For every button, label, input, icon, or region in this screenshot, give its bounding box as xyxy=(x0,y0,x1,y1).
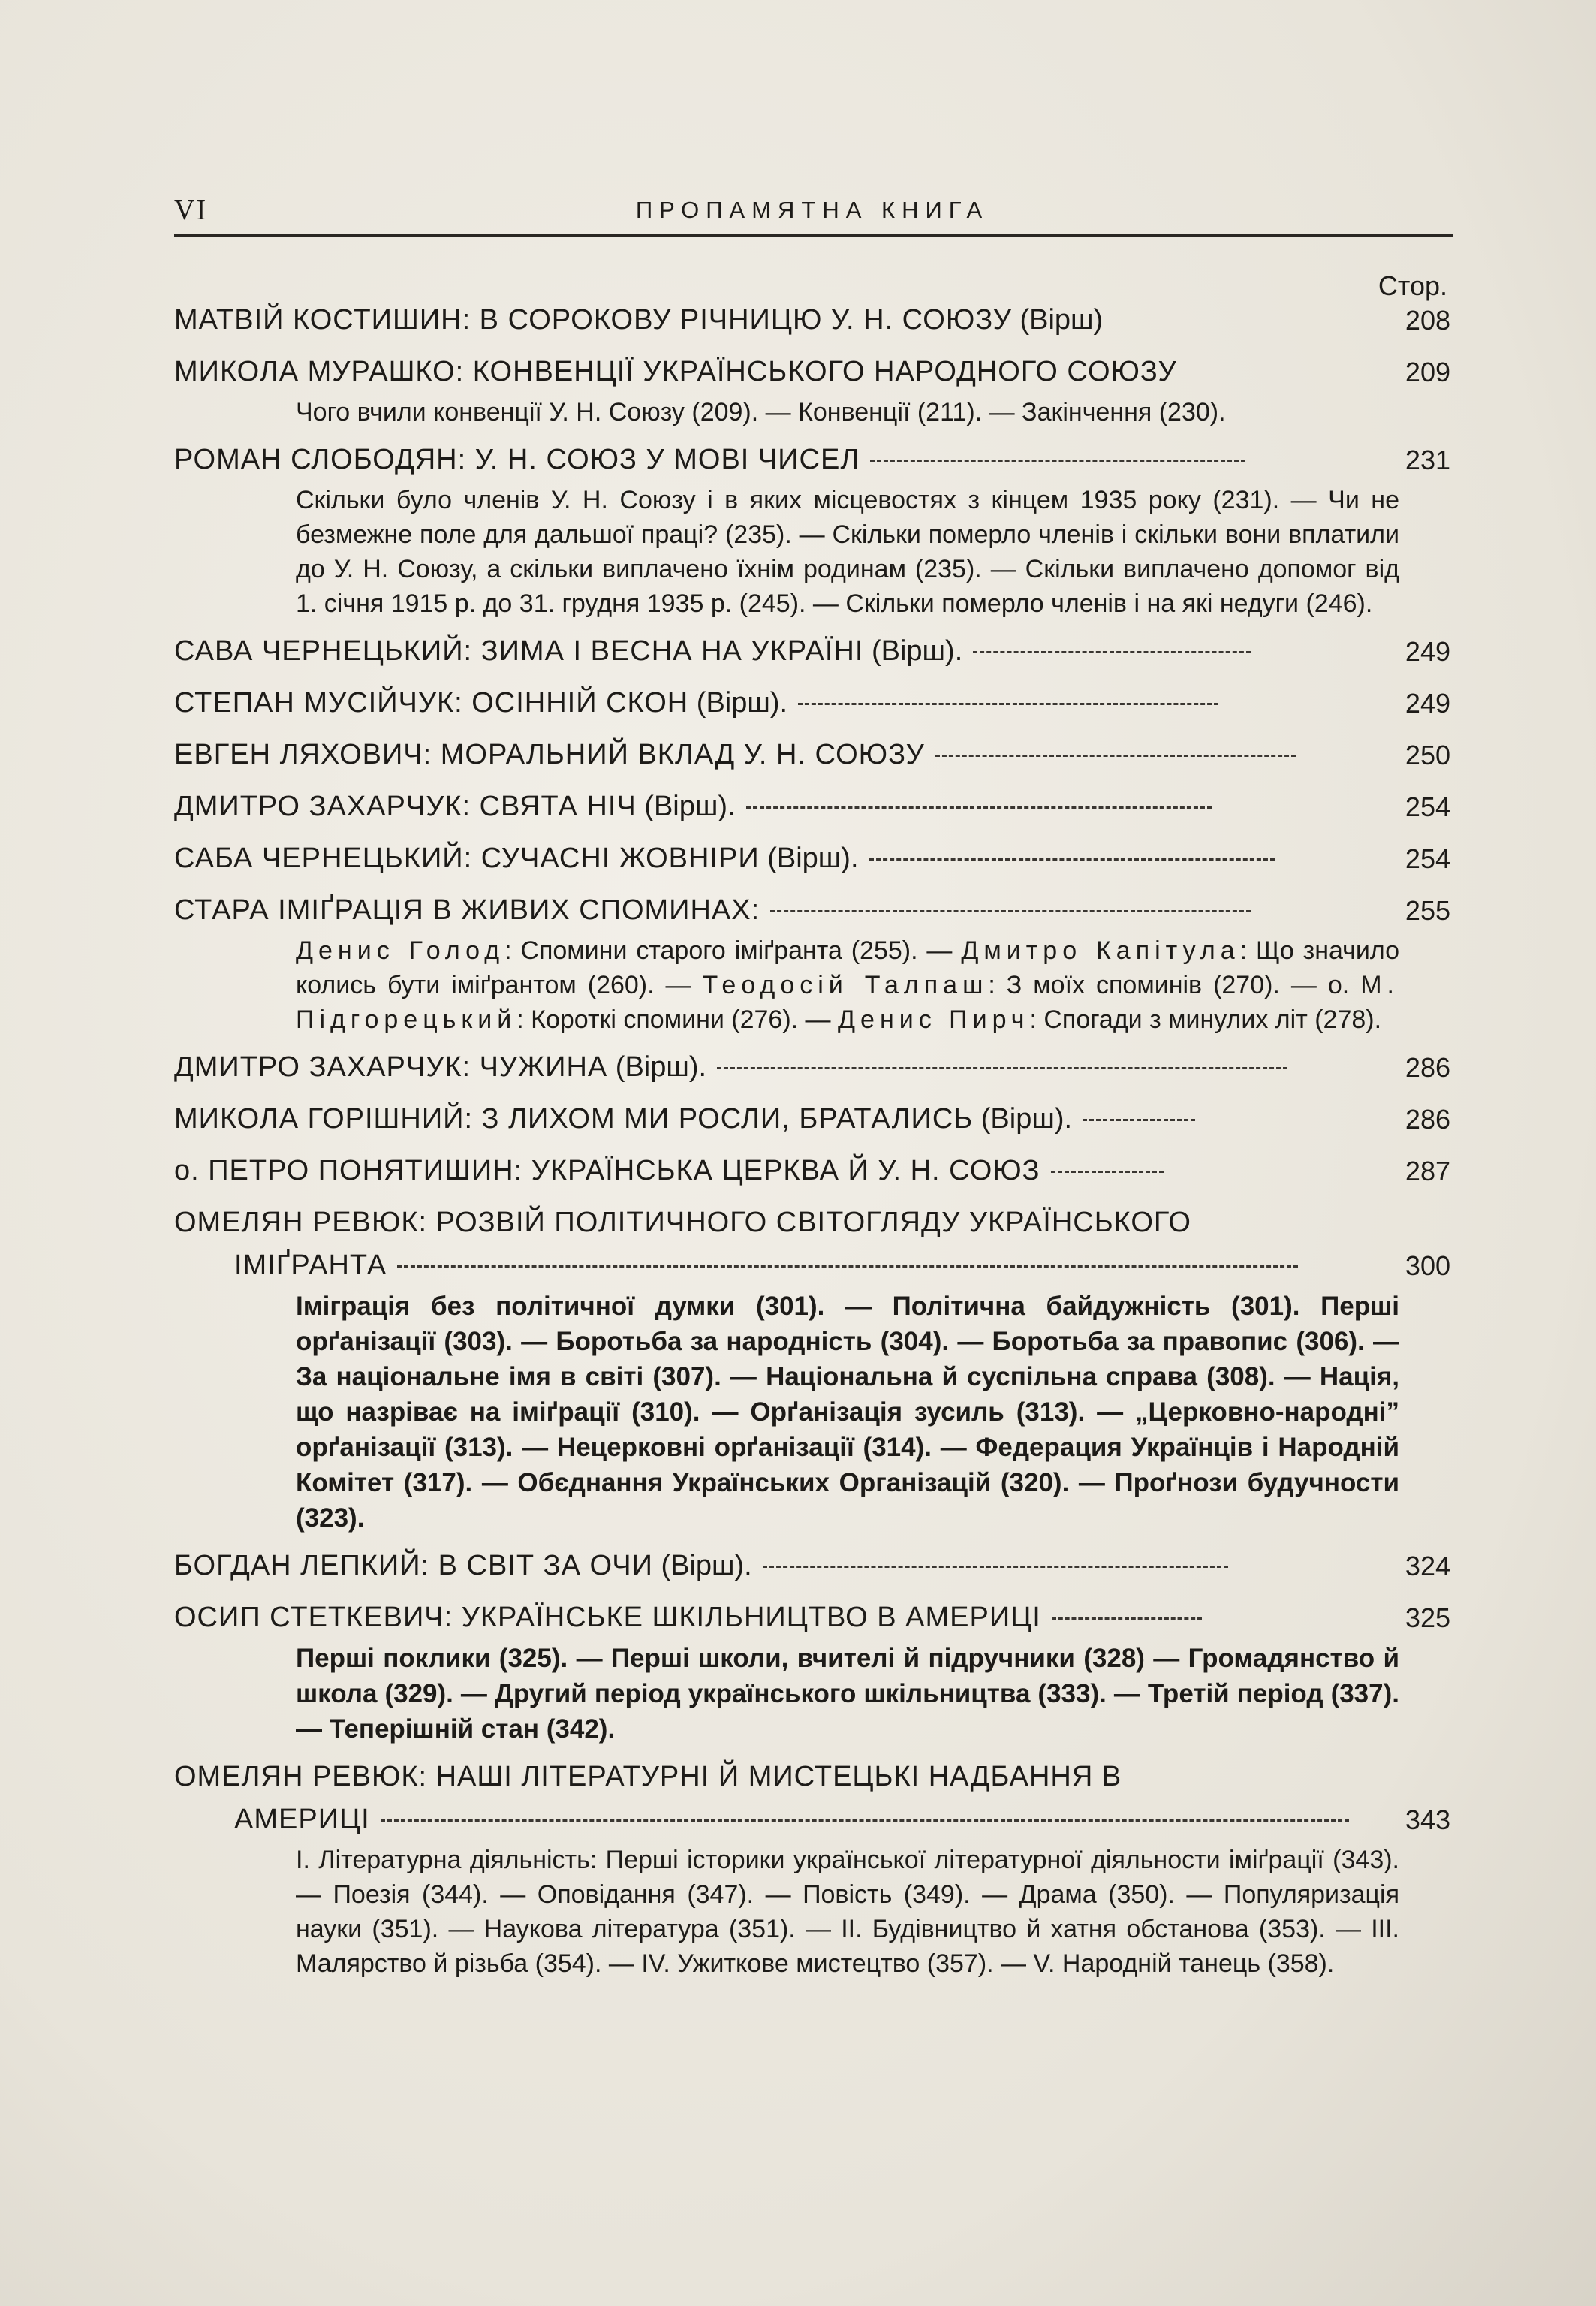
toc-entry-title: ОМЕЛЯН РЕВЮК: РОЗВІЙ ПОЛІТИЧНОГО СВІТОГЛЯДУ УКРАЇНСЬКОГО xyxy=(174,1207,1191,1238)
author-name: М. Підгорецький xyxy=(296,971,1399,1034)
toc-entry-title: ДМИТРО ЗАХАРЧУК: ЧУЖИНА xyxy=(174,1051,608,1083)
toc-entry-description xyxy=(296,933,1399,1037)
toc-entry-title-line xyxy=(174,1244,1450,1287)
toc-entry-title-line xyxy=(174,785,1450,828)
leader-dots xyxy=(763,1566,1228,1568)
toc-entry-page: 286 xyxy=(1405,1052,1450,1083)
toc-entry-genre: (Вірш) xyxy=(1011,304,1104,336)
toc-entry-genre: (Вірш). xyxy=(973,1103,1073,1135)
toc-entry-genre: (Вірш). xyxy=(607,1051,707,1083)
toc-entry-title: ОСИП СТЕТКЕВИЧ: УКРАЇНСЬКЕ ШКІЛЬНИЦТВО В АМЕРИЦІ xyxy=(174,1602,1041,1633)
toc-entry-page: 231 xyxy=(1405,445,1450,475)
toc-entry xyxy=(174,1545,1450,1587)
toc-entry xyxy=(174,1756,1450,1981)
toc-entry-page: 286 xyxy=(1405,1104,1450,1135)
toc-entry xyxy=(174,299,1450,342)
toc-entry xyxy=(174,439,1450,621)
leader-dots xyxy=(770,910,1251,912)
toc-entry-title-line xyxy=(174,439,1450,481)
toc-entry-title-line xyxy=(174,889,1450,932)
leader-dots xyxy=(973,651,1251,653)
author-name: Дмитро Капітула xyxy=(961,936,1240,965)
toc-entry-description: Іміграція без політичної думки (301). — Політична байдужність (301). Перші орґанізації (303). — Боротьба за народність (304). — Боротьба за правопис (306). — За національне імя в світі (307). — Національна й суспільна справа (308). — Нація, що назріває на іміґрації (310). — Орґанізація зусиль (313). — „Церковно-народні” орґанізації (313). — Нецерковні орґанізації (314). — Федерация Українців і Народній Комітет (317). — Обєднання Українських Організацій (320). — Проґнози будучности (323). xyxy=(296,1292,1399,1533)
toc-entry-title: САВА ЧЕРНЕЦЬКИЙ: ЗИМА І ВЕСНА НА УКРАЇНІ xyxy=(174,635,864,667)
toc-entry-title-continued: ІМІҐРАНТА xyxy=(234,1249,387,1281)
leader-dots xyxy=(397,1265,1298,1268)
toc-entry-genre: (Вірш). xyxy=(688,687,788,719)
toc-entry-title: ЕВГЕН ЛЯХОВИЧ: МОРАЛЬНИЙ ВКЛАД У. Н. СОЮЗУ xyxy=(174,739,925,770)
header-rule xyxy=(174,234,1453,237)
author-name: Теодосій Талпаш xyxy=(702,971,989,999)
toc-entry-page: 249 xyxy=(1405,636,1450,667)
toc-entry-title-line xyxy=(174,1798,1450,1841)
leader-dots xyxy=(746,806,1212,809)
toc-entry xyxy=(174,1098,1450,1141)
author-name: Денис Голод xyxy=(296,936,505,965)
toc-entry-page: 254 xyxy=(1405,843,1450,874)
toc-entry-title-line xyxy=(174,351,1450,393)
toc-entry-title: САБА ЧЕРНЕЦЬКИЙ: СУЧАСНІ ЖОВНІРИ xyxy=(174,843,760,874)
running-title: ПРОПАМЯТНА КНИГА xyxy=(635,197,989,223)
toc-entry-title-line xyxy=(174,682,1450,725)
toc-entry-title: ДМИТРО ЗАХАРЧУК: СВЯТА НІЧ xyxy=(174,791,637,822)
toc-entry xyxy=(174,734,1450,776)
description-text: : Що значило колись бути іміґрантом (260). — xyxy=(296,936,1399,999)
toc-entry-title: МИКОЛА ГОРІШНИЙ: З ЛИХОМ МИ РОСЛИ, БРАТАЛИСЬ xyxy=(174,1103,974,1135)
toc-entry-page: 300 xyxy=(1405,1250,1450,1281)
toc-entry-title: МАТВІЙ КОСТИШИН: В СОРОКОВУ РІЧНИЦЮ У. Н. СОЮЗУ xyxy=(174,304,1012,336)
toc-entry-title: БОГДАН ЛЕПКИЙ: В СВІТ ЗА ОЧИ xyxy=(174,1550,653,1581)
toc-entry xyxy=(174,351,1450,430)
toc-entry-title-line xyxy=(174,837,1450,880)
toc-entry-title: РОМАН СЛОБОДЯН: У. Н. СОЮЗ У МОВІ ЧИСЕЛ xyxy=(174,444,860,475)
toc-entry-title-line xyxy=(174,734,1450,776)
leader-dots xyxy=(1052,1617,1202,1620)
running-header xyxy=(174,194,1450,224)
leader-dots xyxy=(869,858,1275,861)
toc-entry-description: Скільки було членів У. Н. Союзу і в яких місцевостях з кінцем 1935 року (231). — Чи не безмежне поле для дальшої праці? (235). — Скільки померло членів і скільки вони вплатили до У. Н. Союзу, а скільки виплачено їхнім родинам (235). — Скільки виплачено допомог від 1. січня 1915 р. до 31. грудня 1935 р. (245). — Скільки померло членів і на які недуги (246). xyxy=(296,486,1399,618)
description-text: : З моїх споминів (270). — о. xyxy=(988,971,1361,999)
leader-dots xyxy=(798,703,1218,705)
toc-entry-title-line xyxy=(174,1596,1450,1639)
toc-entry-title-line xyxy=(174,299,1450,342)
page-number: VI xyxy=(174,194,208,226)
toc-entry-page: 324 xyxy=(1405,1551,1450,1581)
leader-dots xyxy=(870,460,1245,462)
toc-entry-title-line xyxy=(174,1545,1450,1587)
leader-dots xyxy=(717,1067,1287,1069)
leader-dots xyxy=(1051,1171,1164,1173)
toc-entry-title-line xyxy=(174,1046,1450,1089)
toc-entry-page: 287 xyxy=(1405,1156,1450,1186)
description-text: : Короткі спомини (276). — xyxy=(516,1005,839,1034)
toc-entry-genre: (Вірш). xyxy=(636,791,736,822)
toc-entry-page: 255 xyxy=(1405,895,1450,926)
leader-dots xyxy=(935,755,1296,757)
toc-entry-page: 249 xyxy=(1405,688,1450,719)
toc-entry-title-line xyxy=(174,1201,1450,1244)
toc-entry-title: МИКОЛА МУРАШКО: КОНВЕНЦІЇ УКРАЇНСЬКОГО НАРОДНОГО СОЮЗУ xyxy=(174,356,1177,387)
toc-entry-genre: (Вірш). xyxy=(759,843,859,874)
toc-entry-page: 325 xyxy=(1405,1602,1450,1633)
toc-entry xyxy=(174,1150,1450,1192)
toc-entry-genre: (Вірш). xyxy=(863,635,963,667)
table-of-contents xyxy=(174,299,1450,1990)
toc-entry-title: ОМЕЛЯН РЕВЮК: НАШІ ЛІТЕРАТУРНІ Й МИСТЕЦЬКІ НАДБАННЯ В xyxy=(174,1761,1122,1792)
toc-entry-description: Перші поклики (325). — Перші школи, вчителі й підручники (328) — Громадянство й школа (329). — Другий період українського шкільництва (333). — Третій період (337). — Теперішній стан (342). xyxy=(296,1644,1399,1744)
description-text: : Спогади з минулих літ (278). xyxy=(1029,1005,1382,1034)
toc-entry-description: Чого вчили конвенції У. Н. Союзу (209). — Конвенції (211). — Закінчення (230). xyxy=(296,398,1226,427)
toc-entry xyxy=(174,1596,1450,1747)
toc-entry-title-line xyxy=(174,1150,1450,1192)
description-text: : Спомини старого іміґранта (255). — xyxy=(504,936,962,965)
toc-entry-page: 209 xyxy=(1405,357,1450,387)
toc-entry xyxy=(174,682,1450,725)
toc-entry-page: 343 xyxy=(1405,1804,1450,1835)
leader-dots xyxy=(381,1819,1349,1822)
page-column-label: Стор. xyxy=(1378,270,1447,301)
toc-entry xyxy=(174,630,1450,673)
toc-entry-page: 208 xyxy=(1405,305,1450,336)
toc-entry-title: о. ПЕТРО ПОНЯТИШИН: УКРАЇНСЬКА ЦЕРКВА Й У. Н. СОЮЗ xyxy=(174,1155,1040,1186)
leader-dots xyxy=(1083,1119,1195,1121)
toc-entry-title: СТАРА ІМІҐРАЦІЯ В ЖИВИХ СПОМИНАХ: xyxy=(174,894,760,926)
toc-entry xyxy=(174,1201,1450,1536)
toc-entry-title-line xyxy=(174,1098,1450,1141)
toc-entry-title: СТЕПАН МУСІЙЧУК: ОСІННІЙ СКОН xyxy=(174,687,689,719)
toc-entry xyxy=(174,785,1450,828)
toc-entry-page: 250 xyxy=(1405,740,1450,770)
toc-entry-title-line xyxy=(174,1756,1450,1798)
author-name: Денис Пирч xyxy=(838,1005,1030,1034)
toc-entry xyxy=(174,837,1450,880)
toc-entry xyxy=(174,889,1450,1037)
toc-entry-title-line xyxy=(174,630,1450,673)
toc-entry-description: I. Літературна діяльність: Перші історики української літературної діяльности іміґрації (343). — Поезія (344). — Оповідання (347). — Повість (349). — Драма (350). — Популяризація науки (351). — Наукова література (351). — II. Будівництво й хатня обстанова (353). — III. Малярство й різьба (354). — IV. Ужиткове мистецтво (357). — V. Народній танець (358). xyxy=(296,1846,1399,1978)
toc-entry-genre: (Вірш). xyxy=(652,1550,752,1581)
toc-entry-title-continued: АМЕРИЦІ xyxy=(234,1804,370,1835)
toc-entry xyxy=(174,1046,1450,1089)
toc-entry-page: 254 xyxy=(1405,791,1450,822)
